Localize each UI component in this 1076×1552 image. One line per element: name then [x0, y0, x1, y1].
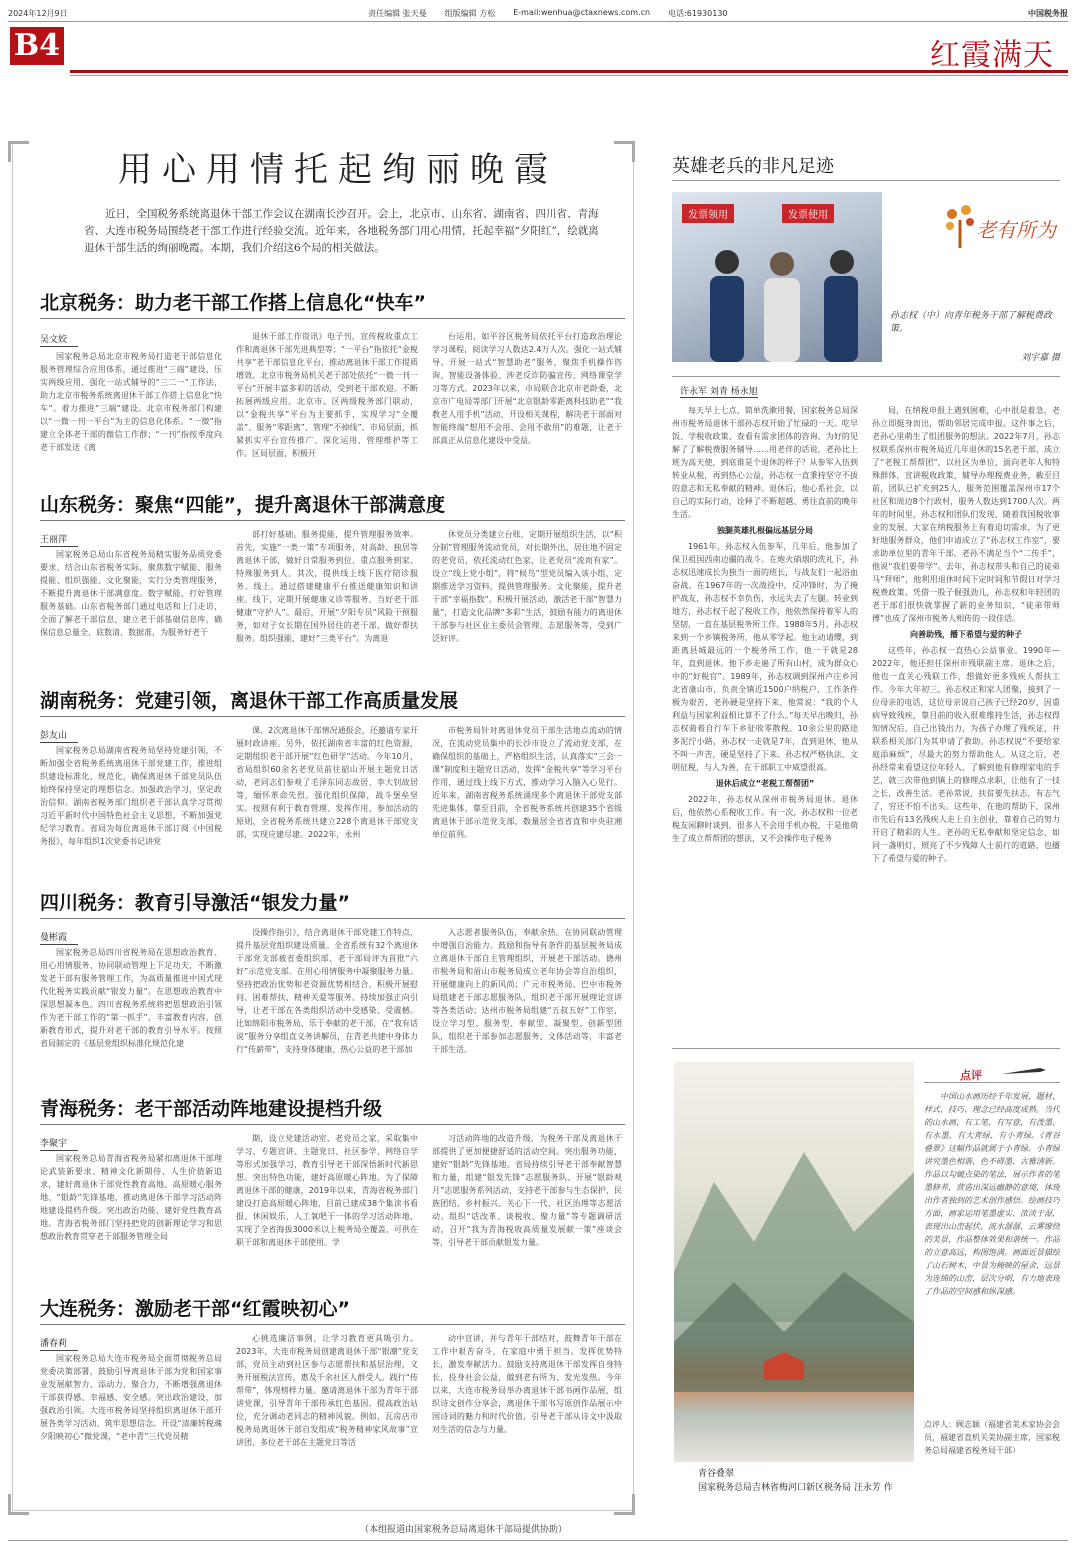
article-column: 退休干部工作资讯》电子刊，宣传税收重点工作和离退休干部先进典型等；“一平台”指依托“金税共享”老干部信息化平台，推动离退休干部工作提质增效。北京市税务局机关老干部处依托“一微一刊一平台”开展丰富多彩的活动，受到老干部欢迎。不断拓展两级应用。北京市、区两级税务部门联动，以“金税共享”平台为主要抓手，实现学习“全覆盖”、服务“零距离”、管理“不掉线”。市局层面，抓紧抓实平台宣传推广、深化运用、管理维护等工作。区局层面，积极开 [236, 332, 418, 458]
section-title: 北京税务：助力老干部工作搭上信息化“快车” [40, 292, 426, 314]
story-title: 英雄老兵的非凡足迹 [672, 156, 834, 177]
section-title: 青海税务：老干部活动阵地建设提档升级 [40, 1098, 383, 1120]
phone: 电话:61930130 [668, 8, 728, 18]
section-name: 红霞满天 [930, 38, 1054, 73]
article-column: 入志愿者服务队伍，奉献余热。在协同联动管理中增强自治能力。鼓励和指导有条件的基层税务局成立离退休干部自主管理组织，开展老干部活动。德州市税务局和眉山市税务局成立老年协会等自治组织，开展健康向上的新风尚；广元市税务局、巴中市税务局组建老干部志愿服务队，组织老干部开展理论宣讲等各类活动；达州市税务局组建“五叔五好”工作室，设立学习型、服务型、奉献型、凝聚型、创新型团队，组织老干部参加志愿服务、文体活动等，丰富老干部生活。 [432, 928, 622, 1054]
top-bar [8, 6, 1068, 20]
editor-credit: 责任编辑 张天曼 [368, 8, 427, 18]
photo-credit: 刘宇嘉 摄 [1021, 353, 1060, 363]
landscape-painting [674, 1062, 914, 1462]
tree-icon [940, 200, 980, 250]
section-title: 山东税务：聚焦“四能”，提升离退休干部满意度 [40, 494, 445, 516]
frame-corner [8, 141, 29, 162]
article-column: 市税务局针对离退休党员干部生活地点流动的情况，在流动党员集中的长沙市设立了流动党支部，在确保组织的基础上，严格组织生活，认真落实“三会一课”制度和主题党日活动，发挥“金税共享”等学习平台作用，通过线上线下方式，推动学习入脑入心见行。近年来，湖南省税务系统涌现多个离退休干部党支部先进集体，靠至目前，全省税务系统共创建35个省级离退休干部示范党支部，数量居全省省直和中央驻湘单位前列。 [432, 726, 622, 839]
logo-text: 老有所为 [976, 218, 1056, 242]
article-column: 部打好基础。服务提能，提升管理服务效率。首先，实施“一类一策”专项服务，对高龄、独居等离退休干部，做好日常服务到位、重点服务到家、特殊服务到人。其次，提供线上线下医疗陪诊服务。线上，通过搭建健康平台推送健康知识和讲座。线下，定期开展健康义诊等服务，当好老干部健康“守护人”。最后，开展“夕阳专员”风险干预服务，如对子女长期在国外居住的老干部，做好帮扶服务。组织强能，建好“三类平台”。为离退 [236, 530, 418, 643]
story-column: 局，在纳税申报上遇到困难，心中很是着急，老孙立即挺身而出，帮助邻居完成申报。这件事之后，老孙心里萌生了组团服务的想法。2022年7月，孙志权联系深州市税务局近几年退休的15名老干部，成立了“老税工帮帮团”，以社区为单位，面向老年人和特殊群体，宣讲税收政策，辅导办理税费业务，截至目前，团队已扩充到25人，服务范围覆盖深州市17个社区和周边8个行政村，服务人数达到1700人次。两年的时间里，孙志权和团队们发现，随着我国税收事业的发展，大家在纳税服务上有着迫切需求，为了更好地服务群众，他们申请成立了“孙志权工作室”，要求助单位里的青年干部。老孙不满足当个“二传手”，他说“我们要带学”。去年，孙志权带头和自己的徒弟马“拜师”，他利用退休时间下定时间和节假日对学习税费政策。凭借一股子倔强劲儿，孙志权和年轻团的老干部们很快就掌握了新的业务知识，“徒弟带师傅”也成了深州市税务人相传的一段佳话。 向善助残，播下希望与爱的种子 这些年，孙志权一直热心公益事业。1990年—2022年，他还担任深州市残联副主席。退休之后，他也一直关心残联工作，想做好更多残疾人帮扶工作。今年大年初三，孙志权正和家人团聚，接到了一位母亲的电话，这位母亲说自己孩子已经20岁，因重病导致残疾，靠目前的收入很难维持生活，孙志权得知情况后，自己出钱出力，为孩子办理了残疾证，并联系相关部门为其申请了救助。孙志权说“不要给家庭添麻烦”，尽最大的努力帮助他人。从这之后，老孙经常来看望这位年轻人，了解到他有修理家电的手艺，就三次带他到镇上的修理点求职，让他有了一技之长，改善生活。老孙常说，扶贫要先扶志，有志气了，穷还不怕不出头。这些年，在他的帮助下，深州市先后有13名残疾人走上自主创业，靠着自己的努力开启了精彩的人生。老孙的无私奉献和坚定信念，如同一盏明灯，照亮了不少残障人士前行的道路，也播下了希望与爱的种子。 [872, 406, 1060, 863]
people-silhouettes-icon [672, 192, 882, 362]
section-author: 彭友山 [40, 728, 78, 743]
story-subheading: 退休后成立“老税工帮帮团” [715, 779, 815, 788]
section-title: 四川税务：教育引导激活“银发力量” [40, 892, 350, 914]
painting-caption: 国家税务总局吉林省梅河口新区税务局 汪永芳 作 [698, 1483, 893, 1493]
story-subheading: 独腿英雄扎根偏远基层分局 [717, 526, 813, 535]
mountain-icon [674, 1062, 914, 1462]
article-column: 动中宣讲，并与青年干部结对，鼓舞青年干部在工作中艰苦奋斗，在家庭中勇于担当。发挥优势特长，激发奉献活力。鼓励支持离退休干部发挥自身特长，投身社会公益，做到老有所为、发光发热。今年以来，大连市税务局举办离退休干部书画作品展，组织诗文创作分享会，离退休干部书写原创作品展示中国诗词的魅力和时代价值，引导老干部从诗文中汲取对生活的信念与力量。 [432, 1334, 622, 1434]
newspaper-name: 中国税务报 [1028, 8, 1068, 18]
article-column: 台运用，如平谷区税务局依托平台打造政治理论学习课程，阅读学习人数达2.4万人次。强化一站式辅导。开展一站式“智慧助老”服务，聚焦手机操作咨询、智能设备体验、涉老反诈防骗宣传、网络课堂学习等方式。2023年以来，市局联合北京市老龄委，北京市广电局等部门开展“北京银龄零距离科技助老”“我教老人用手机”活动，开设相关课程，解决老干部面对智能终端“想用不会用、会用不敢用”的难题，让老干部真正从信息化建设中受益。 [432, 332, 622, 445]
page-code-badge: B4 [10, 27, 64, 65]
section-title: 大连税务：激励老干部“红霞映初心” [40, 1298, 350, 1320]
photo-sign: 发票领用 [682, 204, 734, 223]
article-column: 休党员分类建立台账，定期开展组织生活，以“积分制”管理服务流动党员，对长期外出、居住地不固定的老党员，依托流动红色家，让老党员“流而有家”。设立“线上党小组”，将“候鸟”型党员编入该小组，定期推送学习资料，提供管理服务。文化聚能，提升老干部“幸福指数”。积极开展活动，激活老干部“智慧力量”，打造文化品牌“多彩”生活，鼓励有能力的离退休干部参与社区业主委员会管理、志愿服务等，受到广泛好评。 [432, 530, 622, 643]
photo-sign: 发票使用 [782, 204, 834, 223]
article-column: 期，设立党建活动室、老党员之家，采取集中学习、专题宣讲、主题党日、社区参学、网络自学等形式加强学习，教育引导老干部深悟新时代新思想。突出特色功能，建好高原暖心阵地。为了保障离退休干部的健康，2019年以来，青海省税务部门建设打造高原暖心阵地，目前已建成38个集读书看报、休闲娱乐、人工氧吧于一体的学习活动阵地，实现了全省海拔3000米以上税务局全覆盖，可供在职干部和离退休干部使用。学 [236, 1134, 418, 1247]
article-column: 国家税务总局四川省税务局在思想政治教育、用心用情服务、协同联动管理上下足功夫，不断激发老干部有服务管理工作，为高质量推进中国式现代化税务实践贡献“银发力量”。在思想政治教育中深思想凝本色。四川省税务系统将把思想政治引领作为老干部工作的“第一抓手”，丰富教育内容，创新教育形式，提升对老干部的教育引导水平。按照省局制定的《基层党组织标准化规范化建 [40, 948, 222, 1048]
column-logo [940, 200, 1060, 260]
article-column: 国家税务总局北京市税务局打造老干部信息化服务管理综合应用体系，通过推进“三端”建设、压实两级应用、强化一站式辅导的“三二一”工作法，助力北京市税务系统离退休干部工作搭上信息化“快车”。着力推进“三端”建设。北京市税务部门构建以“一微一刊一平台”为主的信息化体系。“一微”指建立全体老干部的微信工作群；“一刊”指按季度向老干部发送《离 [40, 352, 222, 452]
pen-icon [1000, 1066, 1048, 1076]
story-subheading: 向善助残，播下希望与爱的种子 [910, 630, 1022, 639]
story-column: 每天早上七点，简单洗漱用餐，国家税务总局深州市税务局退休干部孙志权开始了忙碌的一天。吃早饭、学税收政策、查看有需求团体的咨询、为好的见解了了解税费服务辅导……用老伴的话说，老孙比上班为高天使，到底谁是个退休的样子？从参军入伍到转业从税，再到热心公益，孙志权一直秉持坚守不拔的意志和无私奉献的精神。退休后，他心系社会，以自己的实际行动，诠释了不断超越、勇往直前的晚年生活。 独腿英雄扎根偏远基层分局 1961年，孙志权入伍参军，几年后，他参加了保卫祖国西南边疆的战斗。在炮火硝烟的洗礼下，孙志权迅速成长为独当一面的班长，与战友们一起浴血奋战。在1967年的一次战役中，反冲锋时，为了掩护战友，孙志权不幸负伤，永远失去了左腿。转业到地方，孙志权干起了税收工作，他依然保持着军人的坚韧，一直在基层税务所工作。1988年5月，孙志权来到一个乡镇税务所，他从零学起。他主动请缨，到距离县城最远的一个税务所工作，他一干就是28年，直到退休。他下乡走遍了所有山村，成为群众心中的“好税官”。1989年，孙志权调到深州卢庄乡河北省康山市，负责全镇近1500户纳税户，工作条件极为艰苦，老孙硬是坚持下来，他常说：“我的个人利益与国家利益相比算不了什么。”每天早出晚归，孙志权骑着自行车下乡征收零散税。10余公里的路途多泥泞小路，孙志权一走就是7年，直到退休，他从不叫一声苦，硬是坚持了下来。孙志权严格执法、文明征税，与人为善，在干部职工中威望很高。 退休后成立“老税工帮帮团” 2022年，孙志权从深州市税务局退休。退休后，他依然心系税收工作。有一次，孙志权和一位老税友闲聊时谈到，很多人不会用手机办税，于是他萌生了成立帮帮团的想法，又不会操作电子税务 [672, 406, 858, 843]
section-author: 王丽萍 [40, 532, 78, 547]
issue-date: 2024年12月9日 [8, 8, 68, 18]
section-author: 吴文姣 [40, 332, 78, 347]
section-author: 李聚宇 [40, 1136, 78, 1151]
intro-paragraph: 近日，全国税务系统离退休干部工作会议在湖南长沙召开。会上，北京市、山东省、湖南省、四川省、青海省、大连市税务局围绕老干部工作进行经验交流。近年来，各地税务部门用心用情，托起幸福“夕阳红”，绘就离退休干部生活的绚丽晚霞。本期，我们介绍这6个局的相关做法。 [84, 208, 599, 254]
review-label: 点评 [960, 1069, 982, 1082]
article-column: 国家税务总局山东省税务局精实服务品质党委要求，结合山东省税务实际，聚焦数字赋能、服务提能、组织强能、文化聚能，实行分类管理服务，不断提升离退休干部满意度。数字赋能，打好管理服务基础。山东省税务部门通过电话和上门走访，全面了解老干部信息，建立老干部基础信息库，确保信息总量全、底数清、数据准，为服务好老干 [40, 550, 222, 637]
article-column: 国家税务总局大连市税务局全面贯彻税务总局党委决策部署，鼓励引导离退休干部为党和国家事业发展献智力、添动力、聚合力，不断增强离退休干部获得感、幸福感、安全感。突出政治建设，加强政治引领。大连市税务局坚持组织离退休干部开展各类学习活动，筑牢思想信念。开设“清廉转税魂 夕阳映初心”微党课，“老中青”三代党员精 [40, 1354, 222, 1441]
review-text: 中国山水画历经千年发展，题材、样式、技巧、理念已经高度成熟。当代的山水画，有工笔、有写意，有泼墨、有水墨，有大青绿、有小青绿。《青谷叠翠》这幅作品就属于小青绿。小青绿讲究墨色相谐、色不碍墨、古雅清新。作品以勾皴点染的笔法，展示作者的笔墨修养，营造出深远幽静的意境，体现出作者独到的艺术创作感悟。绘画技巧方面，画家运用笔墨虚实、浓淡干湿，表现出山峦起伏、流水潺潺、云雾缭绕的美景，作品整体效果和谐统一。作品的立意高远，构图饱满。画面近景描绘了山石树木，中景为掩映的屋舍，远景为连绵的山峦，层次分明，有力地表现了作品的空间感和纵深感。 [924, 1092, 1060, 1296]
article-column: 国家税务总局青海省税务局紧扣离退休干部理论武装新要求、精神文化新期待、人生价值新追求，建好离退休干部党性教育高地、高原暖心服务地、“银龄”先锋基地，推动离退休干部学习活动阵地建设提档升级。突出政治功能，建好党性教育高地。青海省税务部门坚持把党的创新理论学习和思想政治教育贯穿老干部服务管理全局 [40, 1154, 222, 1241]
email: E-mail:wenhua@ctaxnews.com.cn [513, 7, 651, 17]
section-title: 湖南税务：党建引领，离退休干部工作高质量发展 [40, 690, 459, 712]
story-authors: 许永军 刘青 杨永旭 [680, 384, 758, 398]
article-column: 心挑选廉洁事例，让学习教育更具吸引力。2023年，大连市税务局创建离退休干部“银潮”党支部，党员主动到社区参与志愿帮扶和基层治理，义务开展税法宣传，惠及千余社区人群受人。践行“传帮带”，体现榜样力量。邀请离退休干部为青年干部讲党课，引导青年干部传承红色基因。提高政治站位，充分调动老同志的精神风貌。例如，瓦房店市税务局离退休干部自发组成“税务精神家风故事”宣讲团，多位老干部在主题党日等活 [236, 1334, 418, 1447]
article-column: 国家税务总局湖南省税务局坚持党建引领，不断加强全省税务系统离退休干部党建工作，推进组织建设标准化、规范化，确保离退休干部党员队伍始终保持坚定的理想信念。加强政治学习，坚定政治信仰。湖南省税务部门组织老干部认真学习贯彻习近平新时代中国特色社会主义思想，不断加强党纪学习教育。省局为每位离退休干部订阅《中国税务报》，每年组织1次党委书记讲党 [40, 746, 222, 846]
review-author: 点评人：顾志颖（福建省美术家协会会员，福建省直机关美协副主席，国家税务总局福建省税务局干部） [924, 1420, 1060, 1455]
designer-credit: 组版编辑 方松 [444, 8, 496, 18]
footer-note: （本组报道由国家税务总局离退休干部局提供协助） [360, 1525, 568, 1535]
frame-corner [8, 1494, 29, 1515]
news-photo [672, 192, 882, 362]
photo-caption: 孙志权（中）向青年税务干部了解税费政策。 [890, 311, 1053, 334]
painting-title: 青谷叠翠 [698, 1469, 735, 1479]
frame-corner [614, 1494, 635, 1515]
review-header [960, 1064, 1060, 1083]
frame-corner [614, 141, 635, 162]
article-column: 设操作指引》，结合离退休干部党建工作特点，提升基层党组织建设质量。全省系统有32个离退休干部党支部被省委组织部、老干部局评为首批“六好”示范党支部。在用心用情服务中凝聚服务力量。坚持把政治优势和老资源优势相结合，积极开展慰问、困难帮扶、精神关爱等服务。持续加强正向引导，让老干部在各类组织活动中受感染、受震撼。比如绵阳市税务局、乐于奉献的老干部，在“我有话说”服务分享组直义务讲解员，在青老共建中身体力行“传薪带”，支持身体健康、热心公益的老干部加 [236, 928, 418, 1054]
article-column: 课、2次离退休干部情况通报会，还邀请专家开展时政讲座。另外，依托湖南省丰富的红色资源，定期组织老干部开展“红色研学”活动。今年10月，省局组织60余名老党员前往韶山开展主题党日活动，老同志们参观了毛泽东同志故居、李大钊故居等，缅怀革命先烈。强化组织保障，战斗堡垒坚实。按照有利于教育管理、发挥作用、参加活动的原则，全省税务系统共建立228个离退休干部党支部，实现应建尽建。2022年，永州 [236, 726, 418, 839]
section-author: 曼彬霞 [40, 930, 78, 945]
main-title: 用心用情托起绚丽晚霞 [118, 150, 558, 190]
section-author: 潘春莉 [40, 1336, 78, 1351]
article-column: 习活动阵地的改造升级，为税务干部及离退休干部提供了更加便捷舒适的活动空间。突出服务功能，建好“银龄”先锋基地。省局持续引导老干部奉献智慧和力量，组建“银发先锋”志愿服务队、开展“银龄观月”志愿服务系列活动，支持老干部参与生态保护、民族团结、乡村振兴、关心下一代、社区治理等志愿活动。组织“话改革、谈税收、聚力量”等专题调研活动，召开“我为青海税收高质量发展献一策”座谈会等，引导老干部贡献银发力量。 [432, 1134, 622, 1247]
